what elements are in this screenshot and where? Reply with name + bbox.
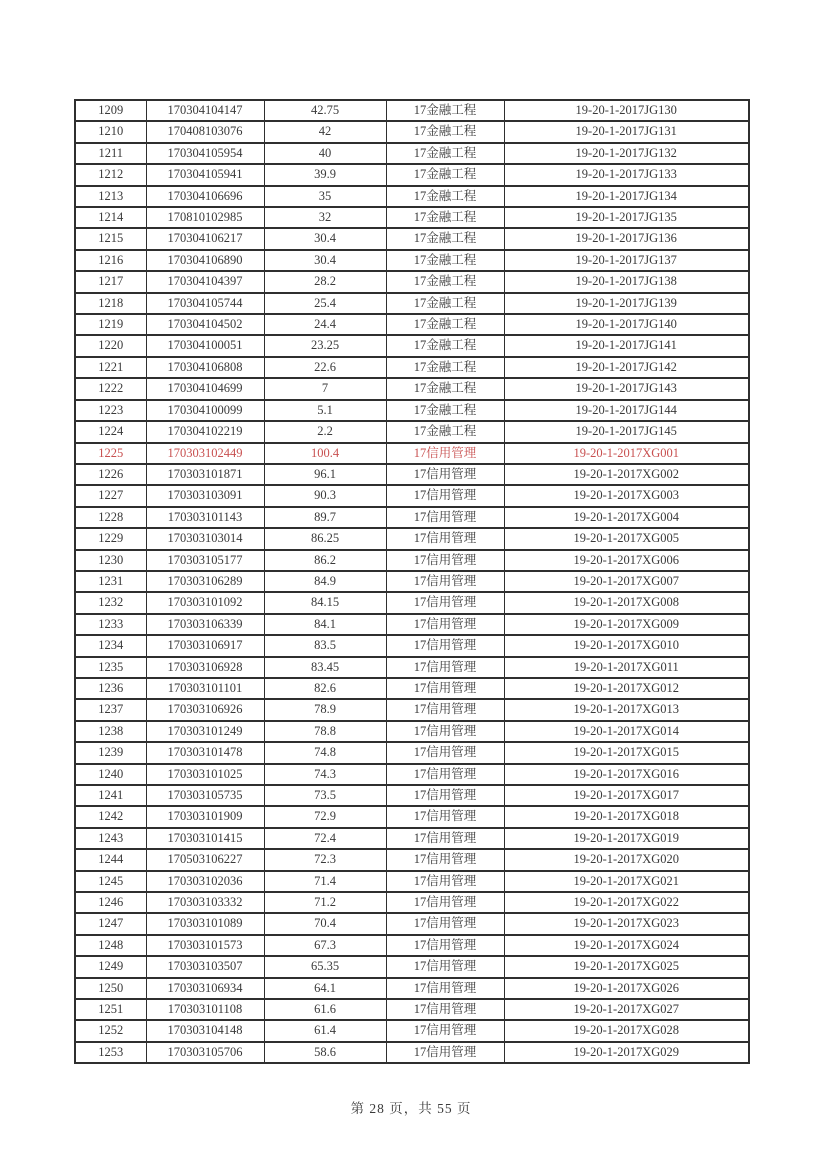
table-row bbox=[75, 721, 749, 742]
table-row bbox=[75, 250, 749, 271]
cell-score: 70.4 bbox=[264, 913, 386, 934]
cell-student-id: 170304104397 bbox=[146, 271, 264, 292]
cell-score: 42.75 bbox=[264, 100, 386, 121]
table-row bbox=[75, 228, 749, 249]
cell-code: 19-20-1-2017XG013 bbox=[504, 699, 749, 720]
cell-class: 17信用管理 bbox=[386, 978, 504, 999]
table-row bbox=[75, 443, 749, 464]
cell-score: 74.8 bbox=[264, 742, 386, 763]
cell-class: 17金融工程 bbox=[386, 293, 504, 314]
cell-student-id: 170303103332 bbox=[146, 892, 264, 913]
cell-index: 1226 bbox=[75, 464, 146, 485]
cell-score: 7 bbox=[264, 378, 386, 399]
cell-class: 17信用管理 bbox=[386, 614, 504, 635]
cell-index: 1245 bbox=[75, 871, 146, 892]
cell-score: 64.1 bbox=[264, 978, 386, 999]
cell-index: 1217 bbox=[75, 271, 146, 292]
cell-class: 17信用管理 bbox=[386, 871, 504, 892]
cell-student-id: 170304106217 bbox=[146, 228, 264, 249]
cell-class: 17金融工程 bbox=[386, 207, 504, 228]
cell-class: 17信用管理 bbox=[386, 592, 504, 613]
cell-student-id: 170303106928 bbox=[146, 657, 264, 678]
cell-code: 19-20-1-2017XG010 bbox=[504, 635, 749, 656]
cell-code: 19-20-1-2017XG011 bbox=[504, 657, 749, 678]
cell-student-id: 170303101478 bbox=[146, 742, 264, 763]
table-row bbox=[75, 207, 749, 228]
table-row bbox=[75, 614, 749, 635]
table-row bbox=[75, 464, 749, 485]
table-row bbox=[75, 335, 749, 356]
cell-score: 100.4 bbox=[264, 443, 386, 464]
cell-score: 61.6 bbox=[264, 999, 386, 1020]
cell-index: 1229 bbox=[75, 528, 146, 549]
scores-table-body bbox=[75, 100, 749, 1063]
cell-score: 89.7 bbox=[264, 507, 386, 528]
cell-code: 19-20-1-2017JG133 bbox=[504, 164, 749, 185]
cell-code: 19-20-1-2017XG003 bbox=[504, 485, 749, 506]
table-row bbox=[75, 528, 749, 549]
cell-class: 17信用管理 bbox=[386, 828, 504, 849]
cell-score: 58.6 bbox=[264, 1042, 386, 1063]
table-row bbox=[75, 592, 749, 613]
cell-class: 17信用管理 bbox=[386, 913, 504, 934]
cell-index: 1237 bbox=[75, 699, 146, 720]
cell-student-id: 170303105177 bbox=[146, 550, 264, 571]
table-row bbox=[75, 271, 749, 292]
cell-code: 19-20-1-2017XG009 bbox=[504, 614, 749, 635]
cell-code: 19-20-1-2017XG008 bbox=[504, 592, 749, 613]
cell-class: 17信用管理 bbox=[386, 657, 504, 678]
cell-index: 1251 bbox=[75, 999, 146, 1020]
cell-student-id: 170304104147 bbox=[146, 100, 264, 121]
cell-score: 39.9 bbox=[264, 164, 386, 185]
cell-class: 17信用管理 bbox=[386, 764, 504, 785]
table-row bbox=[75, 978, 749, 999]
table-row bbox=[75, 571, 749, 592]
cell-score: 5.1 bbox=[264, 400, 386, 421]
cell-index: 1230 bbox=[75, 550, 146, 571]
cell-score: 96.1 bbox=[264, 464, 386, 485]
cell-code: 19-20-1-2017XG004 bbox=[504, 507, 749, 528]
cell-score: 86.2 bbox=[264, 550, 386, 571]
table-row bbox=[75, 314, 749, 335]
cell-student-id: 170303103014 bbox=[146, 528, 264, 549]
table-row bbox=[75, 764, 749, 785]
cell-class: 17金融工程 bbox=[386, 335, 504, 356]
cell-score: 72.3 bbox=[264, 849, 386, 870]
cell-class: 17信用管理 bbox=[386, 1042, 504, 1063]
table-row bbox=[75, 164, 749, 185]
cell-score: 40 bbox=[264, 143, 386, 164]
cell-index: 1219 bbox=[75, 314, 146, 335]
table-row bbox=[75, 635, 749, 656]
cell-class: 17金融工程 bbox=[386, 378, 504, 399]
cell-code: 19-20-1-2017XG021 bbox=[504, 871, 749, 892]
cell-index: 1248 bbox=[75, 935, 146, 956]
cell-class: 17金融工程 bbox=[386, 121, 504, 142]
cell-code: 19-20-1-2017XG023 bbox=[504, 913, 749, 934]
cell-student-id: 170304100099 bbox=[146, 400, 264, 421]
cell-student-id: 170303101249 bbox=[146, 721, 264, 742]
cell-code: 19-20-1-2017XG012 bbox=[504, 678, 749, 699]
cell-student-id: 170304105941 bbox=[146, 164, 264, 185]
cell-code: 19-20-1-2017XG018 bbox=[504, 806, 749, 827]
cell-code: 19-20-1-2017XG014 bbox=[504, 721, 749, 742]
cell-index: 1253 bbox=[75, 1042, 146, 1063]
cell-index: 1252 bbox=[75, 1020, 146, 1041]
cell-student-id: 170303102036 bbox=[146, 871, 264, 892]
cell-score: 67.3 bbox=[264, 935, 386, 956]
cell-score: 28.2 bbox=[264, 271, 386, 292]
cell-student-id: 170303106926 bbox=[146, 699, 264, 720]
cell-student-id: 170304106696 bbox=[146, 186, 264, 207]
cell-code: 19-20-1-2017JG141 bbox=[504, 335, 749, 356]
cell-code: 19-20-1-2017XG022 bbox=[504, 892, 749, 913]
cell-index: 1225 bbox=[75, 443, 146, 464]
cell-class: 17信用管理 bbox=[386, 464, 504, 485]
cell-score: 72.4 bbox=[264, 828, 386, 849]
cell-student-id: 170303101108 bbox=[146, 999, 264, 1020]
cell-code: 19-20-1-2017XG027 bbox=[504, 999, 749, 1020]
cell-class: 17信用管理 bbox=[386, 678, 504, 699]
table-row bbox=[75, 871, 749, 892]
cell-class: 17信用管理 bbox=[386, 849, 504, 870]
cell-index: 1232 bbox=[75, 592, 146, 613]
table-row bbox=[75, 378, 749, 399]
cell-class: 17信用管理 bbox=[386, 999, 504, 1020]
cell-class: 17信用管理 bbox=[386, 443, 504, 464]
cell-score: 84.9 bbox=[264, 571, 386, 592]
cell-code: 19-20-1-2017XG001 bbox=[504, 443, 749, 464]
cell-score: 24.4 bbox=[264, 314, 386, 335]
cell-student-id: 170408103076 bbox=[146, 121, 264, 142]
cell-index: 1213 bbox=[75, 186, 146, 207]
cell-score: 23.25 bbox=[264, 335, 386, 356]
cell-score: 2.2 bbox=[264, 421, 386, 442]
cell-class: 17信用管理 bbox=[386, 935, 504, 956]
cell-student-id: 170303101101 bbox=[146, 678, 264, 699]
cell-student-id: 170304105954 bbox=[146, 143, 264, 164]
cell-score: 42 bbox=[264, 121, 386, 142]
cell-code: 19-20-1-2017JG137 bbox=[504, 250, 749, 271]
cell-score: 71.4 bbox=[264, 871, 386, 892]
cell-code: 19-20-1-2017XG015 bbox=[504, 742, 749, 763]
cell-index: 1231 bbox=[75, 571, 146, 592]
cell-code: 19-20-1-2017JG143 bbox=[504, 378, 749, 399]
cell-score: 65.35 bbox=[264, 956, 386, 977]
cell-index: 1209 bbox=[75, 100, 146, 121]
cell-code: 19-20-1-2017JG139 bbox=[504, 293, 749, 314]
cell-student-id: 170810102985 bbox=[146, 207, 264, 228]
cell-code: 19-20-1-2017JG140 bbox=[504, 314, 749, 335]
table-row bbox=[75, 143, 749, 164]
cell-score: 78.9 bbox=[264, 699, 386, 720]
table-row bbox=[75, 400, 749, 421]
table-row bbox=[75, 892, 749, 913]
cell-class: 17信用管理 bbox=[386, 785, 504, 806]
cell-class: 17金融工程 bbox=[386, 357, 504, 378]
cell-class: 17金融工程 bbox=[386, 421, 504, 442]
cell-code: 19-20-1-2017XG024 bbox=[504, 935, 749, 956]
cell-score: 32 bbox=[264, 207, 386, 228]
table-row bbox=[75, 186, 749, 207]
cell-index: 1210 bbox=[75, 121, 146, 142]
cell-score: 30.4 bbox=[264, 250, 386, 271]
cell-student-id: 170303101089 bbox=[146, 913, 264, 934]
cell-student-id: 170304104502 bbox=[146, 314, 264, 335]
cell-class: 17金融工程 bbox=[386, 400, 504, 421]
cell-code: 19-20-1-2017JG130 bbox=[504, 100, 749, 121]
cell-student-id: 170303101025 bbox=[146, 764, 264, 785]
cell-index: 1247 bbox=[75, 913, 146, 934]
cell-index: 1234 bbox=[75, 635, 146, 656]
cell-code: 19-20-1-2017XG019 bbox=[504, 828, 749, 849]
cell-index: 1246 bbox=[75, 892, 146, 913]
cell-code: 19-20-1-2017JG132 bbox=[504, 143, 749, 164]
cell-index: 1227 bbox=[75, 485, 146, 506]
table-row bbox=[75, 742, 749, 763]
cell-class: 17金融工程 bbox=[386, 314, 504, 335]
cell-index: 1211 bbox=[75, 143, 146, 164]
cell-student-id: 170303106289 bbox=[146, 571, 264, 592]
cell-student-id: 170303106934 bbox=[146, 978, 264, 999]
scores-table bbox=[74, 99, 750, 1064]
cell-index: 1224 bbox=[75, 421, 146, 442]
table-row bbox=[75, 550, 749, 571]
cell-class: 17金融工程 bbox=[386, 186, 504, 207]
cell-code: 19-20-1-2017XG005 bbox=[504, 528, 749, 549]
cell-index: 1244 bbox=[75, 849, 146, 870]
cell-score: 84.1 bbox=[264, 614, 386, 635]
cell-index: 1215 bbox=[75, 228, 146, 249]
table-row bbox=[75, 121, 749, 142]
cell-class: 17信用管理 bbox=[386, 721, 504, 742]
cell-index: 1233 bbox=[75, 614, 146, 635]
cell-student-id: 170303103507 bbox=[146, 956, 264, 977]
cell-student-id: 170303102449 bbox=[146, 443, 264, 464]
table-row bbox=[75, 657, 749, 678]
cell-class: 17信用管理 bbox=[386, 507, 504, 528]
cell-class: 17信用管理 bbox=[386, 635, 504, 656]
cell-code: 19-20-1-2017JG144 bbox=[504, 400, 749, 421]
cell-class: 17信用管理 bbox=[386, 528, 504, 549]
cell-student-id: 170303101871 bbox=[146, 464, 264, 485]
cell-student-id: 170303103091 bbox=[146, 485, 264, 506]
cell-score: 74.3 bbox=[264, 764, 386, 785]
cell-code: 19-20-1-2017XG007 bbox=[504, 571, 749, 592]
table-row bbox=[75, 913, 749, 934]
cell-student-id: 170303101143 bbox=[146, 507, 264, 528]
cell-code: 19-20-1-2017XG026 bbox=[504, 978, 749, 999]
cell-class: 17信用管理 bbox=[386, 571, 504, 592]
cell-index: 1223 bbox=[75, 400, 146, 421]
cell-code: 19-20-1-2017JG131 bbox=[504, 121, 749, 142]
cell-class: 17信用管理 bbox=[386, 956, 504, 977]
cell-class: 17信用管理 bbox=[386, 1020, 504, 1041]
cell-class: 17信用管理 bbox=[386, 806, 504, 827]
cell-code: 19-20-1-2017JG138 bbox=[504, 271, 749, 292]
cell-class: 17信用管理 bbox=[386, 550, 504, 571]
cell-student-id: 170303105735 bbox=[146, 785, 264, 806]
table-row bbox=[75, 935, 749, 956]
table-row bbox=[75, 293, 749, 314]
cell-score: 22.6 bbox=[264, 357, 386, 378]
cell-student-id: 170303106339 bbox=[146, 614, 264, 635]
cell-student-id: 170303101415 bbox=[146, 828, 264, 849]
cell-student-id: 170303105706 bbox=[146, 1042, 264, 1063]
cell-score: 84.15 bbox=[264, 592, 386, 613]
cell-index: 1236 bbox=[75, 678, 146, 699]
cell-student-id: 170503106227 bbox=[146, 849, 264, 870]
table-row bbox=[75, 507, 749, 528]
cell-code: 19-20-1-2017JG145 bbox=[504, 421, 749, 442]
cell-index: 1214 bbox=[75, 207, 146, 228]
cell-class: 17金融工程 bbox=[386, 164, 504, 185]
cell-score: 78.8 bbox=[264, 721, 386, 742]
cell-score: 83.5 bbox=[264, 635, 386, 656]
cell-index: 1218 bbox=[75, 293, 146, 314]
cell-score: 35 bbox=[264, 186, 386, 207]
cell-class: 17信用管理 bbox=[386, 699, 504, 720]
cell-index: 1228 bbox=[75, 507, 146, 528]
cell-class: 17金融工程 bbox=[386, 250, 504, 271]
cell-score: 83.45 bbox=[264, 657, 386, 678]
table-row bbox=[75, 999, 749, 1020]
cell-index: 1238 bbox=[75, 721, 146, 742]
cell-student-id: 170303106917 bbox=[146, 635, 264, 656]
cell-code: 19-20-1-2017XG016 bbox=[504, 764, 749, 785]
cell-code: 19-20-1-2017XG006 bbox=[504, 550, 749, 571]
cell-score: 90.3 bbox=[264, 485, 386, 506]
cell-index: 1249 bbox=[75, 956, 146, 977]
cell-student-id: 170304106890 bbox=[146, 250, 264, 271]
cell-code: 19-20-1-2017XG017 bbox=[504, 785, 749, 806]
cell-class: 17信用管理 bbox=[386, 742, 504, 763]
cell-index: 1240 bbox=[75, 764, 146, 785]
cell-student-id: 170304105744 bbox=[146, 293, 264, 314]
cell-score: 73.5 bbox=[264, 785, 386, 806]
cell-score: 72.9 bbox=[264, 806, 386, 827]
table-row bbox=[75, 100, 749, 121]
table-row bbox=[75, 678, 749, 699]
cell-student-id: 170304104699 bbox=[146, 378, 264, 399]
cell-code: 19-20-1-2017XG029 bbox=[504, 1042, 749, 1063]
table-row bbox=[75, 849, 749, 870]
table-row bbox=[75, 699, 749, 720]
cell-score: 86.25 bbox=[264, 528, 386, 549]
table-row bbox=[75, 421, 749, 442]
cell-index: 1220 bbox=[75, 335, 146, 356]
cell-class: 17信用管理 bbox=[386, 892, 504, 913]
page-footer: 第 28 页，共 55 页 bbox=[350, 1101, 472, 1116]
cell-student-id: 170303101092 bbox=[146, 592, 264, 613]
cell-score: 71.2 bbox=[264, 892, 386, 913]
cell-index: 1221 bbox=[75, 357, 146, 378]
cell-code: 19-20-1-2017JG136 bbox=[504, 228, 749, 249]
cell-index: 1243 bbox=[75, 828, 146, 849]
table-row bbox=[75, 806, 749, 827]
cell-score: 82.6 bbox=[264, 678, 386, 699]
cell-code: 19-20-1-2017JG135 bbox=[504, 207, 749, 228]
cell-class: 17金融工程 bbox=[386, 228, 504, 249]
table-row bbox=[75, 828, 749, 849]
cell-class: 17金融工程 bbox=[386, 271, 504, 292]
cell-score: 30.4 bbox=[264, 228, 386, 249]
cell-index: 1239 bbox=[75, 742, 146, 763]
cell-class: 17金融工程 bbox=[386, 100, 504, 121]
cell-index: 1250 bbox=[75, 978, 146, 999]
cell-student-id: 170303101573 bbox=[146, 935, 264, 956]
cell-student-id: 170304102219 bbox=[146, 421, 264, 442]
cell-code: 19-20-1-2017XG025 bbox=[504, 956, 749, 977]
table-row bbox=[75, 485, 749, 506]
cell-student-id: 170303101909 bbox=[146, 806, 264, 827]
cell-index: 1242 bbox=[75, 806, 146, 827]
cell-index: 1241 bbox=[75, 785, 146, 806]
cell-code: 19-20-1-2017JG142 bbox=[504, 357, 749, 378]
table-row bbox=[75, 1042, 749, 1063]
cell-student-id: 170304100051 bbox=[146, 335, 264, 356]
cell-index: 1212 bbox=[75, 164, 146, 185]
table-row bbox=[75, 956, 749, 977]
table-row bbox=[75, 1020, 749, 1041]
cell-code: 19-20-1-2017XG002 bbox=[504, 464, 749, 485]
table-row bbox=[75, 785, 749, 806]
cell-student-id: 170304106808 bbox=[146, 357, 264, 378]
cell-index: 1222 bbox=[75, 378, 146, 399]
cell-class: 17金融工程 bbox=[386, 143, 504, 164]
cell-code: 19-20-1-2017XG020 bbox=[504, 849, 749, 870]
table-row bbox=[75, 357, 749, 378]
cell-student-id: 170303104148 bbox=[146, 1020, 264, 1041]
cell-score: 25.4 bbox=[264, 293, 386, 314]
cell-score: 61.4 bbox=[264, 1020, 386, 1041]
cell-code: 19-20-1-2017XG028 bbox=[504, 1020, 749, 1041]
cell-code: 19-20-1-2017JG134 bbox=[504, 186, 749, 207]
cell-index: 1216 bbox=[75, 250, 146, 271]
cell-index: 1235 bbox=[75, 657, 146, 678]
cell-class: 17信用管理 bbox=[386, 485, 504, 506]
